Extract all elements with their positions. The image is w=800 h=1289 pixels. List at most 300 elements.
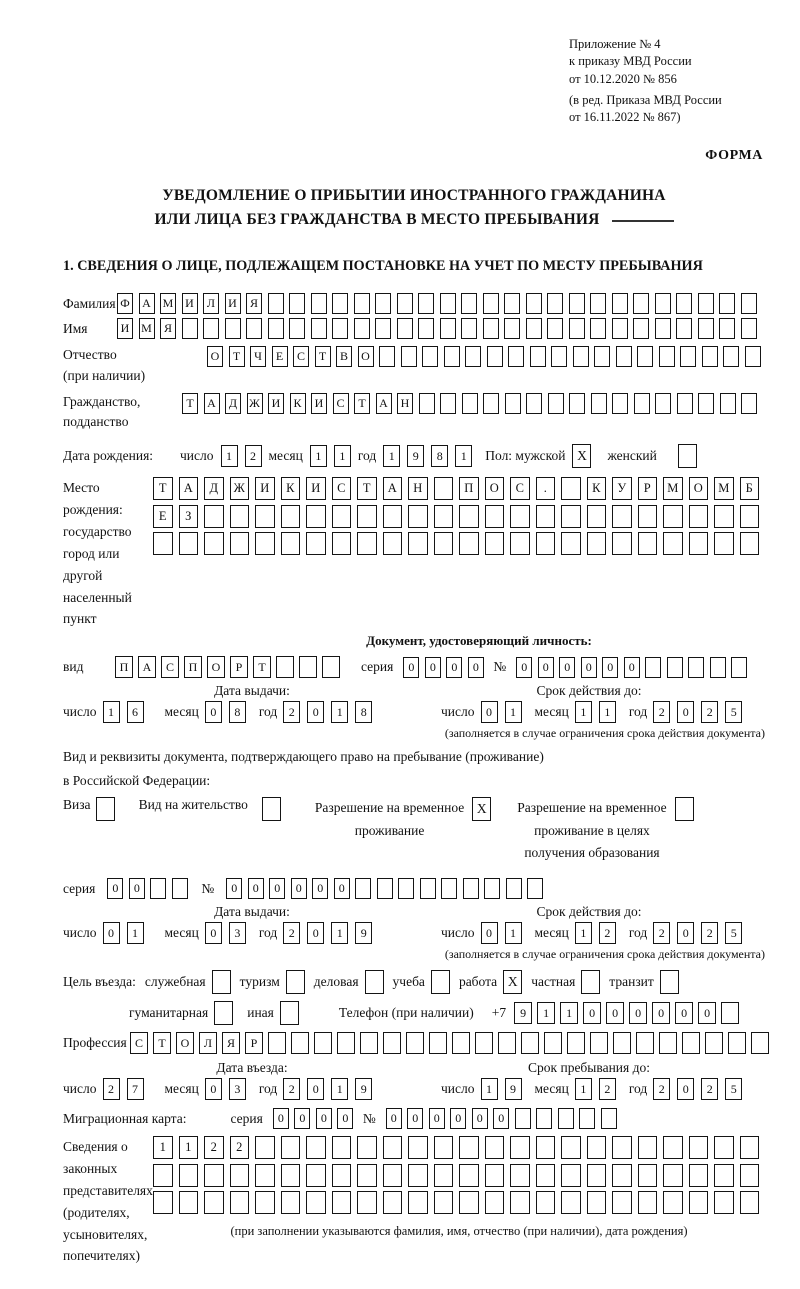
char-cell[interactable]: М — [139, 318, 155, 339]
char-cell[interactable] — [579, 1108, 595, 1129]
char-cell[interactable] — [720, 393, 736, 414]
char-cell[interactable] — [422, 346, 438, 367]
char-cell[interactable]: 1 — [331, 701, 348, 723]
char-cell[interactable] — [383, 505, 403, 528]
char-cell[interactable]: 9 — [407, 445, 424, 467]
char-cell[interactable] — [527, 878, 543, 899]
char-cell[interactable]: 1 — [505, 701, 522, 723]
char-cell[interactable]: Ч — [250, 346, 266, 367]
char-cell[interactable]: Т — [153, 477, 173, 500]
char-cell[interactable]: 1 — [127, 922, 144, 944]
char-cell[interactable]: 0 — [624, 657, 640, 678]
char-cell[interactable]: О — [207, 346, 223, 367]
char-cell[interactable]: 0 — [129, 878, 145, 899]
char-cell[interactable] — [508, 346, 524, 367]
char-cell[interactable]: 1 — [537, 1002, 555, 1024]
char-cell[interactable]: 0 — [103, 922, 120, 944]
char-cell[interactable]: 3 — [229, 922, 246, 944]
char-cell[interactable] — [230, 505, 250, 528]
char-cell[interactable] — [483, 293, 499, 314]
char-cell[interactable] — [663, 1191, 683, 1214]
char-cell[interactable]: П — [184, 656, 202, 678]
char-cell[interactable]: Р — [230, 656, 248, 678]
char-cell[interactable] — [663, 1164, 683, 1187]
char-cell[interactable] — [434, 1191, 454, 1214]
char-cell[interactable] — [357, 1164, 377, 1187]
char-cell[interactable] — [311, 293, 327, 314]
char-cell[interactable] — [463, 878, 479, 899]
char-cell[interactable] — [536, 532, 556, 555]
char-cell[interactable] — [291, 1032, 309, 1054]
char-cell[interactable] — [182, 318, 198, 339]
char-cell[interactable] — [255, 532, 275, 555]
char-cell[interactable]: 0 — [493, 1108, 509, 1129]
char-cell[interactable]: 1 — [331, 922, 348, 944]
char-cell[interactable] — [203, 318, 219, 339]
char-cell[interactable] — [663, 505, 683, 528]
char-cell[interactable] — [434, 477, 454, 500]
char-cell[interactable]: 0 — [294, 1108, 310, 1129]
char-cell[interactable] — [434, 1136, 454, 1159]
char-cell[interactable]: М — [714, 477, 734, 500]
char-cell[interactable]: Т — [315, 346, 331, 367]
char-cell[interactable] — [740, 1191, 760, 1214]
char-cell[interactable] — [505, 393, 521, 414]
char-cell[interactable] — [698, 318, 714, 339]
char-cell[interactable] — [246, 318, 262, 339]
char-cell[interactable]: 2 — [701, 701, 718, 723]
char-cell[interactable] — [705, 1032, 723, 1054]
purpose-transit-checkbox[interactable] — [660, 970, 679, 994]
char-cell[interactable] — [587, 1191, 607, 1214]
char-cell[interactable] — [461, 318, 477, 339]
char-cell[interactable]: 1 — [331, 1078, 348, 1100]
char-cell[interactable]: А — [376, 393, 392, 414]
char-cell[interactable] — [663, 1136, 683, 1159]
char-cell[interactable]: Т — [354, 393, 370, 414]
char-cell[interactable] — [573, 346, 589, 367]
char-cell[interactable] — [281, 1191, 301, 1214]
char-cell[interactable] — [153, 532, 173, 555]
char-cell[interactable] — [612, 505, 632, 528]
char-cell[interactable]: 7 — [127, 1078, 144, 1100]
char-cell[interactable] — [332, 1164, 352, 1187]
char-cell[interactable]: 0 — [205, 701, 222, 723]
char-cell[interactable]: Я — [222, 1032, 240, 1054]
char-cell[interactable] — [375, 293, 391, 314]
char-cell[interactable] — [475, 1032, 493, 1054]
char-cell[interactable] — [721, 1002, 739, 1024]
char-cell[interactable]: 2 — [283, 922, 300, 944]
char-cell[interactable] — [485, 532, 505, 555]
char-cell[interactable] — [698, 393, 714, 414]
char-cell[interactable]: Н — [397, 393, 413, 414]
char-cell[interactable]: 2 — [599, 1078, 616, 1100]
char-cell[interactable] — [418, 293, 434, 314]
char-cell[interactable] — [408, 1164, 428, 1187]
temp-residence-checkbox[interactable]: X — [472, 797, 491, 821]
char-cell[interactable]: 1 — [575, 1078, 592, 1100]
char-cell[interactable] — [655, 393, 671, 414]
char-cell[interactable] — [204, 505, 224, 528]
char-cell[interactable]: С — [332, 477, 352, 500]
char-cell[interactable]: 0 — [307, 1078, 324, 1100]
char-cell[interactable]: 1 — [179, 1136, 199, 1159]
char-cell[interactable] — [510, 1191, 530, 1214]
char-cell[interactable] — [179, 1164, 199, 1187]
char-cell[interactable] — [714, 532, 734, 555]
char-cell[interactable] — [306, 1136, 326, 1159]
char-cell[interactable] — [719, 293, 735, 314]
char-cell[interactable] — [745, 346, 761, 367]
char-cell[interactable]: Б — [740, 477, 760, 500]
char-cell[interactable] — [357, 505, 377, 528]
char-cell[interactable] — [504, 318, 520, 339]
char-cell[interactable] — [483, 393, 499, 414]
char-cell[interactable] — [561, 532, 581, 555]
char-cell[interactable] — [530, 346, 546, 367]
char-cell[interactable] — [268, 293, 284, 314]
char-cell[interactable] — [289, 293, 305, 314]
char-cell[interactable] — [225, 318, 241, 339]
char-cell[interactable]: К — [281, 477, 301, 500]
char-cell[interactable]: 5 — [725, 922, 742, 944]
char-cell[interactable] — [689, 532, 709, 555]
char-cell[interactable] — [567, 1032, 585, 1054]
char-cell[interactable] — [281, 1164, 301, 1187]
char-cell[interactable] — [459, 1164, 479, 1187]
char-cell[interactable] — [587, 505, 607, 528]
char-cell[interactable] — [601, 1108, 617, 1129]
char-cell[interactable] — [401, 346, 417, 367]
char-cell[interactable]: И — [225, 293, 241, 314]
char-cell[interactable]: 0 — [629, 1002, 647, 1024]
char-cell[interactable] — [590, 293, 606, 314]
char-cell[interactable] — [485, 1191, 505, 1214]
char-cell[interactable] — [337, 1032, 355, 1054]
char-cell[interactable] — [633, 293, 649, 314]
char-cell[interactable]: 0 — [312, 878, 328, 899]
char-cell[interactable]: А — [138, 656, 156, 678]
char-cell[interactable]: 0 — [273, 1108, 289, 1129]
char-cell[interactable]: 1 — [383, 445, 400, 467]
char-cell[interactable] — [332, 1191, 352, 1214]
char-cell[interactable]: 0 — [248, 878, 264, 899]
char-cell[interactable] — [536, 1164, 556, 1187]
char-cell[interactable] — [465, 346, 481, 367]
char-cell[interactable] — [526, 293, 542, 314]
char-cell[interactable] — [521, 1032, 539, 1054]
char-cell[interactable] — [408, 532, 428, 555]
char-cell[interactable] — [506, 878, 522, 899]
char-cell[interactable] — [702, 346, 718, 367]
char-cell[interactable] — [153, 1191, 173, 1214]
char-cell[interactable] — [526, 318, 542, 339]
char-cell[interactable] — [441, 878, 457, 899]
char-cell[interactable] — [484, 878, 500, 899]
char-cell[interactable]: 0 — [407, 1108, 423, 1129]
char-cell[interactable]: 0 — [677, 1078, 694, 1100]
char-cell[interactable]: И — [182, 293, 198, 314]
char-cell[interactable]: З — [179, 505, 199, 528]
char-cell[interactable] — [306, 1164, 326, 1187]
char-cell[interactable] — [204, 532, 224, 555]
char-cell[interactable] — [383, 1136, 403, 1159]
char-cell[interactable]: 2 — [653, 701, 670, 723]
char-cell[interactable]: К — [290, 393, 306, 414]
char-cell[interactable]: 0 — [677, 922, 694, 944]
char-cell[interactable] — [659, 346, 675, 367]
char-cell[interactable]: К — [587, 477, 607, 500]
char-cell[interactable]: 0 — [581, 657, 597, 678]
char-cell[interactable] — [590, 318, 606, 339]
char-cell[interactable]: 1 — [153, 1136, 173, 1159]
char-cell[interactable] — [536, 1136, 556, 1159]
char-cell[interactable] — [306, 532, 326, 555]
char-cell[interactable] — [561, 1164, 581, 1187]
char-cell[interactable] — [408, 505, 428, 528]
char-cell[interactable] — [612, 1191, 632, 1214]
char-cell[interactable] — [276, 656, 294, 678]
char-cell[interactable] — [510, 1136, 530, 1159]
char-cell[interactable]: 2 — [283, 701, 300, 723]
char-cell[interactable]: Я — [246, 293, 262, 314]
char-cell[interactable] — [255, 1164, 275, 1187]
char-cell[interactable] — [590, 1032, 608, 1054]
char-cell[interactable] — [612, 1136, 632, 1159]
char-cell[interactable] — [714, 1164, 734, 1187]
char-cell[interactable] — [485, 1164, 505, 1187]
char-cell[interactable] — [357, 1191, 377, 1214]
char-cell[interactable] — [281, 1136, 301, 1159]
char-cell[interactable]: А — [179, 477, 199, 500]
char-cell[interactable] — [179, 1191, 199, 1214]
char-cell[interactable] — [332, 1136, 352, 1159]
char-cell[interactable]: 3 — [229, 1078, 246, 1100]
char-cell[interactable] — [311, 318, 327, 339]
char-cell[interactable] — [429, 1032, 447, 1054]
char-cell[interactable]: 2 — [103, 1078, 120, 1100]
purpose-private-checkbox[interactable] — [581, 970, 600, 994]
char-cell[interactable]: 0 — [205, 922, 222, 944]
char-cell[interactable]: Т — [229, 346, 245, 367]
char-cell[interactable] — [667, 657, 683, 678]
char-cell[interactable] — [462, 393, 478, 414]
char-cell[interactable] — [676, 293, 692, 314]
char-cell[interactable] — [594, 346, 610, 367]
char-cell[interactable]: 0 — [516, 657, 532, 678]
char-cell[interactable] — [230, 1191, 250, 1214]
char-cell[interactable] — [440, 318, 456, 339]
char-cell[interactable]: 1 — [599, 701, 616, 723]
char-cell[interactable] — [741, 293, 757, 314]
char-cell[interactable]: Т — [357, 477, 377, 500]
char-cell[interactable]: Т — [153, 1032, 171, 1054]
char-cell[interactable] — [591, 393, 607, 414]
char-cell[interactable] — [375, 318, 391, 339]
char-cell[interactable] — [561, 505, 581, 528]
char-cell[interactable] — [452, 1032, 470, 1054]
char-cell[interactable] — [659, 1032, 677, 1054]
char-cell[interactable]: О — [358, 346, 374, 367]
char-cell[interactable] — [569, 393, 585, 414]
char-cell[interactable]: 2 — [653, 922, 670, 944]
char-cell[interactable]: А — [139, 293, 155, 314]
char-cell[interactable] — [612, 393, 628, 414]
char-cell[interactable] — [230, 532, 250, 555]
char-cell[interactable] — [306, 505, 326, 528]
char-cell[interactable] — [397, 318, 413, 339]
char-cell[interactable] — [461, 293, 477, 314]
char-cell[interactable]: В — [336, 346, 352, 367]
char-cell[interactable]: 0 — [468, 657, 484, 678]
char-cell[interactable]: 0 — [307, 701, 324, 723]
char-cell[interactable]: 1 — [481, 1078, 498, 1100]
char-cell[interactable] — [383, 1191, 403, 1214]
char-cell[interactable]: М — [160, 293, 176, 314]
char-cell[interactable] — [714, 1136, 734, 1159]
char-cell[interactable]: 0 — [316, 1108, 332, 1129]
char-cell[interactable] — [633, 318, 649, 339]
char-cell[interactable]: 1 — [575, 701, 592, 723]
char-cell[interactable]: Д — [204, 477, 224, 500]
purpose-work-checkbox[interactable]: X — [503, 970, 522, 994]
purpose-other-checkbox[interactable] — [280, 1001, 299, 1025]
char-cell[interactable] — [504, 293, 520, 314]
char-cell[interactable] — [434, 505, 454, 528]
char-cell[interactable]: П — [459, 477, 479, 500]
char-cell[interactable] — [740, 1136, 760, 1159]
char-cell[interactable]: 0 — [205, 1078, 222, 1100]
char-cell[interactable] — [332, 318, 348, 339]
char-cell[interactable]: 0 — [429, 1108, 445, 1129]
char-cell[interactable] — [268, 318, 284, 339]
char-cell[interactable]: Е — [153, 505, 173, 528]
char-cell[interactable]: 1 — [310, 445, 327, 467]
char-cell[interactable] — [526, 393, 542, 414]
char-cell[interactable] — [719, 318, 735, 339]
char-cell[interactable] — [638, 505, 658, 528]
char-cell[interactable]: М — [663, 477, 683, 500]
purpose-study-checkbox[interactable] — [431, 970, 450, 994]
char-cell[interactable] — [634, 393, 650, 414]
char-cell[interactable] — [383, 1164, 403, 1187]
char-cell[interactable] — [354, 318, 370, 339]
char-cell[interactable] — [485, 505, 505, 528]
char-cell[interactable] — [408, 1191, 428, 1214]
char-cell[interactable]: 1 — [575, 922, 592, 944]
char-cell[interactable]: Н — [408, 477, 428, 500]
char-cell[interactable] — [638, 532, 658, 555]
char-cell[interactable] — [544, 1032, 562, 1054]
char-cell[interactable] — [561, 1136, 581, 1159]
char-cell[interactable]: О — [176, 1032, 194, 1054]
char-cell[interactable] — [314, 1032, 332, 1054]
char-cell[interactable]: 2 — [653, 1078, 670, 1100]
char-cell[interactable] — [536, 1108, 552, 1129]
char-cell[interactable]: Ж — [230, 477, 250, 500]
char-cell[interactable]: 0 — [226, 878, 242, 899]
char-cell[interactable]: 0 — [334, 878, 350, 899]
char-cell[interactable]: 9 — [505, 1078, 522, 1100]
char-cell[interactable]: 0 — [291, 878, 307, 899]
char-cell[interactable]: П — [115, 656, 133, 678]
char-cell[interactable] — [268, 1032, 286, 1054]
char-cell[interactable]: 0 — [602, 657, 618, 678]
char-cell[interactable] — [172, 878, 188, 899]
char-cell[interactable]: 0 — [652, 1002, 670, 1024]
char-cell[interactable] — [613, 1032, 631, 1054]
char-cell[interactable] — [510, 532, 530, 555]
char-cell[interactable] — [204, 1191, 224, 1214]
char-cell[interactable] — [689, 505, 709, 528]
char-cell[interactable]: 0 — [698, 1002, 716, 1024]
char-cell[interactable] — [536, 1191, 556, 1214]
char-cell[interactable]: С — [293, 346, 309, 367]
char-cell[interactable]: 9 — [514, 1002, 532, 1024]
char-cell[interactable]: 2 — [230, 1136, 250, 1159]
char-cell[interactable] — [397, 293, 413, 314]
char-cell[interactable] — [150, 878, 166, 899]
char-cell[interactable] — [558, 1108, 574, 1129]
char-cell[interactable] — [612, 293, 628, 314]
char-cell[interactable] — [255, 1136, 275, 1159]
char-cell[interactable] — [637, 346, 653, 367]
char-cell[interactable] — [357, 532, 377, 555]
char-cell[interactable] — [398, 878, 414, 899]
char-cell[interactable]: 0 — [307, 922, 324, 944]
char-cell[interactable]: 1 — [103, 701, 120, 723]
char-cell[interactable]: О — [689, 477, 709, 500]
char-cell[interactable] — [682, 1032, 700, 1054]
char-cell[interactable] — [698, 293, 714, 314]
char-cell[interactable] — [153, 1164, 173, 1187]
char-cell[interactable] — [728, 1032, 746, 1054]
char-cell[interactable] — [377, 878, 393, 899]
char-cell[interactable] — [689, 1136, 709, 1159]
char-cell[interactable] — [638, 1191, 658, 1214]
char-cell[interactable] — [636, 1032, 654, 1054]
temp-residence-education-checkbox[interactable] — [675, 797, 694, 821]
char-cell[interactable]: У — [612, 477, 632, 500]
char-cell[interactable] — [289, 318, 305, 339]
char-cell[interactable] — [714, 505, 734, 528]
char-cell[interactable] — [677, 393, 693, 414]
char-cell[interactable] — [459, 1136, 479, 1159]
char-cell[interactable] — [459, 505, 479, 528]
char-cell[interactable]: 0 — [269, 878, 285, 899]
char-cell[interactable] — [638, 1164, 658, 1187]
char-cell[interactable]: 0 — [538, 657, 554, 678]
char-cell[interactable] — [440, 393, 456, 414]
char-cell[interactable] — [355, 878, 371, 899]
char-cell[interactable]: 1 — [560, 1002, 578, 1024]
char-cell[interactable]: Я — [160, 318, 176, 339]
char-cell[interactable]: Д — [225, 393, 241, 414]
char-cell[interactable]: Т — [182, 393, 198, 414]
char-cell[interactable]: 8 — [355, 701, 372, 723]
char-cell[interactable]: Р — [638, 477, 658, 500]
char-cell[interactable]: 0 — [675, 1002, 693, 1024]
char-cell[interactable] — [485, 1136, 505, 1159]
visa-checkbox[interactable] — [96, 797, 115, 821]
char-cell[interactable] — [714, 1191, 734, 1214]
char-cell[interactable]: 5 — [725, 1078, 742, 1100]
char-cell[interactable]: Л — [203, 293, 219, 314]
char-cell[interactable] — [498, 1032, 516, 1054]
char-cell[interactable]: 0 — [583, 1002, 601, 1024]
char-cell[interactable] — [515, 1108, 531, 1129]
